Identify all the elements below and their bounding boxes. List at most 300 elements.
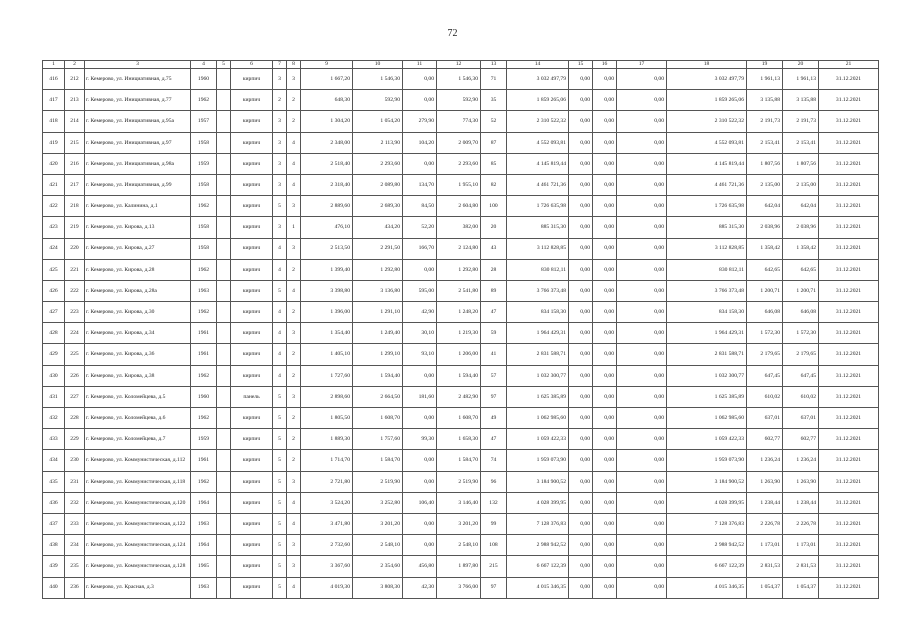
table-cell: 1958 — [191, 132, 217, 153]
table-cell: 1 219,30 — [437, 323, 481, 344]
table-cell: 3 — [287, 196, 301, 217]
table-cell: 0,00 — [569, 386, 593, 407]
column-header: 12 — [437, 61, 481, 69]
table-cell: 3 — [273, 174, 287, 195]
column-header: 2 — [65, 61, 85, 69]
column-header: 17 — [617, 61, 667, 69]
table-row — [43, 196, 879, 217]
table-cell: 2 089,80 — [353, 174, 403, 195]
table-cell: кирпич — [231, 365, 273, 386]
table-cell: 1958 — [191, 217, 217, 238]
address-cell: г. Кемерово, ул. Коммунистическая, д.128 — [85, 556, 191, 577]
table-cell: 232 — [65, 492, 85, 513]
table-cell: 1 658,30 — [437, 429, 481, 450]
address-cell: г. Кемерово, ул. Кирова, д.27 — [85, 238, 191, 259]
column-header: 1 — [43, 61, 65, 69]
table-cell: 0,00 — [617, 132, 667, 153]
table-cell: 0,00 — [403, 365, 437, 386]
table-cell: 85 — [481, 153, 507, 174]
table-cell: 0,00 — [617, 196, 667, 217]
table-cell: 1 358,42 — [783, 238, 819, 259]
table-cell: 96 — [481, 471, 507, 492]
table-cell: 1961 — [191, 450, 217, 471]
table-cell: 31.12.2021 — [819, 280, 879, 301]
table-cell: 1 399,40 — [301, 259, 353, 280]
table-cell: 417 — [43, 90, 65, 111]
table-cell: 3 032 497,79 — [507, 69, 569, 90]
table-cell: 0,00 — [593, 386, 617, 407]
table-cell: 2 898,60 — [301, 386, 353, 407]
table-row — [43, 323, 879, 344]
table-cell: 108 — [481, 535, 507, 556]
header-row — [43, 61, 879, 69]
table-cell: 1 964 429,31 — [667, 323, 747, 344]
table-cell: 1 200,71 — [747, 280, 783, 301]
table-cell: 0,00 — [593, 429, 617, 450]
table-cell: 35 — [481, 90, 507, 111]
table-cell — [217, 365, 231, 386]
table-cell: 0,00 — [569, 408, 593, 429]
table-row — [43, 217, 879, 238]
table-cell — [217, 386, 231, 407]
table-cell — [217, 408, 231, 429]
table-cell: 1963 — [191, 513, 217, 534]
table-cell: кирпич — [231, 450, 273, 471]
table-cell: 1 248,20 — [437, 302, 481, 323]
table-cell: 222 — [65, 280, 85, 301]
address-cell: г. Кемерово, ул. Кирова, д.38 — [85, 365, 191, 386]
column-header: 10 — [353, 61, 403, 69]
table-cell: 642,65 — [783, 259, 819, 280]
column-header: 3 — [85, 61, 191, 69]
table-cell: 3 — [287, 238, 301, 259]
table-cell: 6 667 122,39 — [667, 556, 747, 577]
table-cell: 0,00 — [569, 259, 593, 280]
table-cell: 2 889,60 — [301, 196, 353, 217]
table-cell: 0,00 — [593, 344, 617, 365]
table-cell: 3 146,40 — [437, 492, 481, 513]
table-cell: 0,00 — [617, 535, 667, 556]
table-cell: 0,00 — [593, 196, 617, 217]
table-cell — [217, 513, 231, 534]
table-cell: 1 062 985,60 — [507, 408, 569, 429]
table-cell: 0,00 — [403, 471, 437, 492]
table-cell: 642,65 — [747, 259, 783, 280]
table-row — [43, 471, 879, 492]
table-cell: 382,00 — [437, 217, 481, 238]
table-cell: 31.12.2021 — [819, 132, 879, 153]
table-cell — [217, 471, 231, 492]
table-cell: 1962 — [191, 471, 217, 492]
table-cell: 1963 — [191, 280, 217, 301]
column-header: 14 — [507, 61, 569, 69]
table-cell: 3 136,80 — [353, 280, 403, 301]
table-cell: 642,04 — [783, 196, 819, 217]
table-cell: 1959 — [191, 153, 217, 174]
table-cell: 89 — [481, 280, 507, 301]
table-cell: 1963 — [191, 577, 217, 598]
table-cell: 31.12.2021 — [819, 577, 879, 598]
table-cell: 435 — [43, 471, 65, 492]
table-cell: 0,00 — [569, 111, 593, 132]
table-row — [43, 132, 879, 153]
housing-table — [42, 60, 879, 599]
table-cell: 0,00 — [593, 302, 617, 323]
table-cell: 0,00 — [593, 535, 617, 556]
table-cell: 3 808,30 — [353, 577, 403, 598]
table-cell: 219 — [65, 217, 85, 238]
table-cell: 42,90 — [403, 302, 437, 323]
table-cell: 1 — [287, 217, 301, 238]
table-cell: кирпич — [231, 153, 273, 174]
table-cell: 1961 — [191, 344, 217, 365]
table-cell: 234 — [65, 535, 85, 556]
table-cell: 0,00 — [617, 492, 667, 513]
table-cell: 0,00 — [617, 280, 667, 301]
table-cell: 3 135,88 — [747, 90, 783, 111]
table-cell: 3 112 828,85 — [667, 238, 747, 259]
table-cell: 592,90 — [353, 90, 403, 111]
table-cell: 0,00 — [569, 577, 593, 598]
table-cell: 2 — [287, 344, 301, 365]
table-cell: 0,00 — [617, 153, 667, 174]
table-cell: 2 518,40 — [301, 153, 353, 174]
page-number: 72 — [447, 28, 458, 39]
table-cell: 429 — [43, 344, 65, 365]
table-cell: 221 — [65, 259, 85, 280]
table-cell: 610,02 — [783, 386, 819, 407]
table-row — [43, 535, 879, 556]
table-cell: 2 310 522,32 — [667, 111, 747, 132]
table-cell: 0,00 — [593, 259, 617, 280]
table-cell: 2 354,60 — [353, 556, 403, 577]
table-cell: 432 — [43, 408, 65, 429]
table-cell — [217, 577, 231, 598]
table-cell: 476,10 — [301, 217, 353, 238]
table-cell: 1959 — [191, 429, 217, 450]
table-cell: 5 — [273, 471, 287, 492]
table-cell: 5 — [273, 535, 287, 556]
table-cell: 216 — [65, 153, 85, 174]
table-cell: 1958 — [191, 238, 217, 259]
table-cell: 1 889,30 — [301, 429, 353, 450]
table-cell: 4 019,30 — [301, 577, 353, 598]
table-row — [43, 153, 879, 174]
table-cell: 0,00 — [593, 280, 617, 301]
table-cell: 4 028 399,95 — [507, 492, 569, 513]
table-cell: 2 548,10 — [353, 535, 403, 556]
table-cell: 227 — [65, 386, 85, 407]
table-cell: 218 — [65, 196, 85, 217]
column-header: 4 — [191, 61, 217, 69]
table-cell: кирпич — [231, 408, 273, 429]
table-cell — [217, 196, 231, 217]
table-cell: 4 — [287, 513, 301, 534]
table-cell: кирпич — [231, 556, 273, 577]
table-cell: 647,45 — [747, 365, 783, 386]
table-cell: 217 — [65, 174, 85, 195]
table-cell: 31.12.2021 — [819, 259, 879, 280]
table-cell — [217, 259, 231, 280]
table-cell — [217, 174, 231, 195]
column-header: 16 — [593, 61, 617, 69]
table-cell: 0,00 — [593, 90, 617, 111]
table-cell: 1 572,30 — [783, 323, 819, 344]
table-cell: 425 — [43, 259, 65, 280]
table-row — [43, 174, 879, 195]
table-cell: кирпич — [231, 69, 273, 90]
table-cell: 5 — [273, 577, 287, 598]
table-cell: 0,00 — [569, 217, 593, 238]
table-row — [43, 386, 879, 407]
table-cell: 1 625 385,89 — [507, 386, 569, 407]
table-cell: 885 315,30 — [667, 217, 747, 238]
table-cell: 228 — [65, 408, 85, 429]
column-header: 18 — [667, 61, 747, 69]
table-cell: 0,00 — [593, 174, 617, 195]
column-header: 6 — [231, 61, 273, 69]
table-cell: 31.12.2021 — [819, 429, 879, 450]
table-cell: кирпич — [231, 535, 273, 556]
table-cell: 93,10 — [403, 344, 437, 365]
table-cell: 1 200,71 — [783, 280, 819, 301]
table-cell: 71 — [481, 69, 507, 90]
table-cell: 0,00 — [617, 323, 667, 344]
address-cell: г. Кемерово, ул. Кирова, д.30 — [85, 302, 191, 323]
table-cell: 134,70 — [403, 174, 437, 195]
table-cell: 3 524,20 — [301, 492, 353, 513]
table-cell: 3 766 373,48 — [667, 280, 747, 301]
column-header: 19 — [747, 61, 783, 69]
table-cell: 1 959 073,90 — [667, 450, 747, 471]
table-cell — [217, 556, 231, 577]
table-row — [43, 513, 879, 534]
table-cell: 31.12.2021 — [819, 386, 879, 407]
table-cell: 0,00 — [617, 344, 667, 365]
table-cell: 1 263,90 — [747, 471, 783, 492]
table-cell: 4 — [273, 344, 287, 365]
table-cell: 3 184 900,52 — [667, 471, 747, 492]
table-cell: 0,00 — [593, 471, 617, 492]
table-cell: 3 — [273, 111, 287, 132]
table-cell: кирпич — [231, 217, 273, 238]
table-cell: 4 — [273, 323, 287, 344]
table-cell: 4 — [273, 238, 287, 259]
table-cell: 223 — [65, 302, 85, 323]
table-cell: 43 — [481, 238, 507, 259]
table-cell: 1962 — [191, 90, 217, 111]
table-cell: 1 236,24 — [783, 450, 819, 471]
table-cell: 1 059 422,33 — [507, 429, 569, 450]
table-cell: 2 — [287, 408, 301, 429]
table-cell — [217, 323, 231, 344]
table-cell: 5 — [273, 408, 287, 429]
table-cell: 4 028 399,95 — [667, 492, 747, 513]
table-cell: 1 054,20 — [353, 111, 403, 132]
table-cell: 31.12.2021 — [819, 471, 879, 492]
table-cell: 2 482,90 — [437, 386, 481, 407]
table-cell: 642,04 — [747, 196, 783, 217]
table-cell: 5 — [273, 386, 287, 407]
table-cell: 2 153,41 — [783, 132, 819, 153]
table-cell: 433 — [43, 429, 65, 450]
table-cell: 1 608,70 — [437, 408, 481, 429]
table-cell: кирпич — [231, 111, 273, 132]
table-cell: 31.12.2021 — [819, 238, 879, 259]
column-header: 21 — [819, 61, 879, 69]
table-cell: 646,08 — [783, 302, 819, 323]
table-cell: 0,00 — [593, 153, 617, 174]
table-body — [43, 69, 879, 599]
table-cell: 637,01 — [747, 408, 783, 429]
table-cell: 3 766,00 — [437, 577, 481, 598]
table-cell: 416 — [43, 69, 65, 90]
table-cell: 0,00 — [403, 450, 437, 471]
table-cell: 2 — [287, 111, 301, 132]
table-cell: 59 — [481, 323, 507, 344]
table-cell: 0,00 — [569, 153, 593, 174]
table-cell: 2 009,70 — [437, 132, 481, 153]
table-cell: 279,90 — [403, 111, 437, 132]
table-cell: 2 — [287, 450, 301, 471]
table-cell: 2 — [287, 302, 301, 323]
table-cell — [217, 111, 231, 132]
table-cell: 42,30 — [403, 577, 437, 598]
table-cell: 1 238,44 — [783, 492, 819, 513]
table-cell: 5 — [273, 492, 287, 513]
table-cell: 0,00 — [403, 408, 437, 429]
table-cell: 1965 — [191, 556, 217, 577]
table-cell: 0,00 — [617, 174, 667, 195]
table-cell: 438 — [43, 535, 65, 556]
table-cell: 1964 — [191, 535, 217, 556]
table-cell: 1962 — [191, 408, 217, 429]
table-cell: 1 757,60 — [353, 429, 403, 450]
table-cell: 4 015 346,35 — [507, 577, 569, 598]
address-cell: г. Кемерово, ул. Кирова, д.28 — [85, 259, 191, 280]
table-cell: 31.12.2021 — [819, 174, 879, 195]
table-cell: 427 — [43, 302, 65, 323]
table-cell: 4 552 093,81 — [507, 132, 569, 153]
table-cell: 2 318,40 — [301, 174, 353, 195]
table-cell: 0,00 — [617, 90, 667, 111]
table-cell: 2 519,90 — [353, 471, 403, 492]
table-cell: 0,00 — [617, 238, 667, 259]
table-cell: 2 831,53 — [783, 556, 819, 577]
table-cell: 3 — [273, 69, 287, 90]
table-cell: 0,00 — [617, 386, 667, 407]
table-cell: 1 405,10 — [301, 344, 353, 365]
table-cell: 0,00 — [617, 450, 667, 471]
address-cell: г. Кемерово, ул. Инициативная, д.99 — [85, 174, 191, 195]
table-cell: 1 249,40 — [353, 323, 403, 344]
address-cell: г. Кемерово, ул. Коммунистическая, д.122 — [85, 513, 191, 534]
address-cell: г. Кемерово, ул. Коммунистическая, д.118 — [85, 471, 191, 492]
table-cell: 2 310 522,32 — [507, 111, 569, 132]
table-cell: 4 — [273, 365, 287, 386]
table-cell: 31.12.2021 — [819, 153, 879, 174]
address-cell: г. Кемерово, ул. Красная, д.3 — [85, 577, 191, 598]
table-cell: 0,00 — [403, 69, 437, 90]
address-cell: г. Кемерово, ул. Инициативная, д.95а — [85, 111, 191, 132]
table-cell: 31.12.2021 — [819, 217, 879, 238]
table-cell: кирпич — [231, 492, 273, 513]
table-cell: 2 831 588,71 — [507, 344, 569, 365]
table-cell: 0,00 — [403, 90, 437, 111]
column-header: 7 — [273, 61, 287, 69]
table-cell: 3 201,20 — [437, 513, 481, 534]
table-cell: 3 — [287, 323, 301, 344]
table-cell: 1 584,70 — [437, 450, 481, 471]
table-cell: 47 — [481, 302, 507, 323]
table-cell: 0,00 — [617, 577, 667, 598]
table-cell: 215 — [65, 132, 85, 153]
table-cell: 885 315,30 — [507, 217, 569, 238]
table-cell: 166,70 — [403, 238, 437, 259]
table-cell: 0,00 — [569, 196, 593, 217]
table-cell: 0,00 — [593, 217, 617, 238]
table-cell: 2 548,10 — [437, 535, 481, 556]
table-cell: 41 — [481, 344, 507, 365]
table-cell: кирпич — [231, 196, 273, 217]
table-cell: 595,00 — [403, 280, 437, 301]
column-header: 8 — [287, 61, 301, 69]
table-cell: 2 135,00 — [783, 174, 819, 195]
table-cell: 1 859 265,06 — [667, 90, 747, 111]
table-cell: 1 726 635,98 — [507, 196, 569, 217]
table-cell: 212 — [65, 69, 85, 90]
table-cell — [217, 90, 231, 111]
table-cell — [217, 280, 231, 301]
table-cell: 52,20 — [403, 217, 437, 238]
address-cell: г. Кемерово, ул. Кирова, д.36 — [85, 344, 191, 365]
table-cell: 230 — [65, 450, 85, 471]
table-cell: 4 461 721,36 — [667, 174, 747, 195]
table-cell: 2 541,80 — [437, 280, 481, 301]
table-cell: 610,02 — [747, 386, 783, 407]
table-cell: 0,00 — [569, 238, 593, 259]
table-cell: 231 — [65, 471, 85, 492]
table-cell: 0,00 — [617, 471, 667, 492]
table-cell: 3 112 828,85 — [507, 238, 569, 259]
table-cell: 3 766 373,48 — [507, 280, 569, 301]
table-cell: 1 959 073,90 — [507, 450, 569, 471]
table-row — [43, 556, 879, 577]
table-cell: 2 519,90 — [437, 471, 481, 492]
table-cell: 0,00 — [569, 492, 593, 513]
table-row — [43, 259, 879, 280]
table-cell: 1 859 265,06 — [507, 90, 569, 111]
table-cell: 31.12.2021 — [819, 90, 879, 111]
table-cell: 0,00 — [569, 556, 593, 577]
table-cell: 2 — [287, 90, 301, 111]
address-cell: г. Кемерово, ул. Кирова, д.13 — [85, 217, 191, 238]
table-cell: 0,00 — [593, 408, 617, 429]
table-row — [43, 577, 879, 598]
table-cell: 2 604,80 — [437, 196, 481, 217]
table-cell: 2 291,50 — [353, 238, 403, 259]
table-cell: 1 173,01 — [783, 535, 819, 556]
table-cell: 0,00 — [569, 69, 593, 90]
table-cell: 0,00 — [403, 513, 437, 534]
address-cell: г. Кемерово, ул. Коломейцева, д.7 — [85, 429, 191, 450]
table-cell: 3 184 900,52 — [507, 471, 569, 492]
table-cell: 0,00 — [403, 535, 437, 556]
table-cell: 0,00 — [617, 259, 667, 280]
table-cell: 2 — [287, 429, 301, 450]
table-cell: 0,00 — [569, 344, 593, 365]
table-row — [43, 302, 879, 323]
